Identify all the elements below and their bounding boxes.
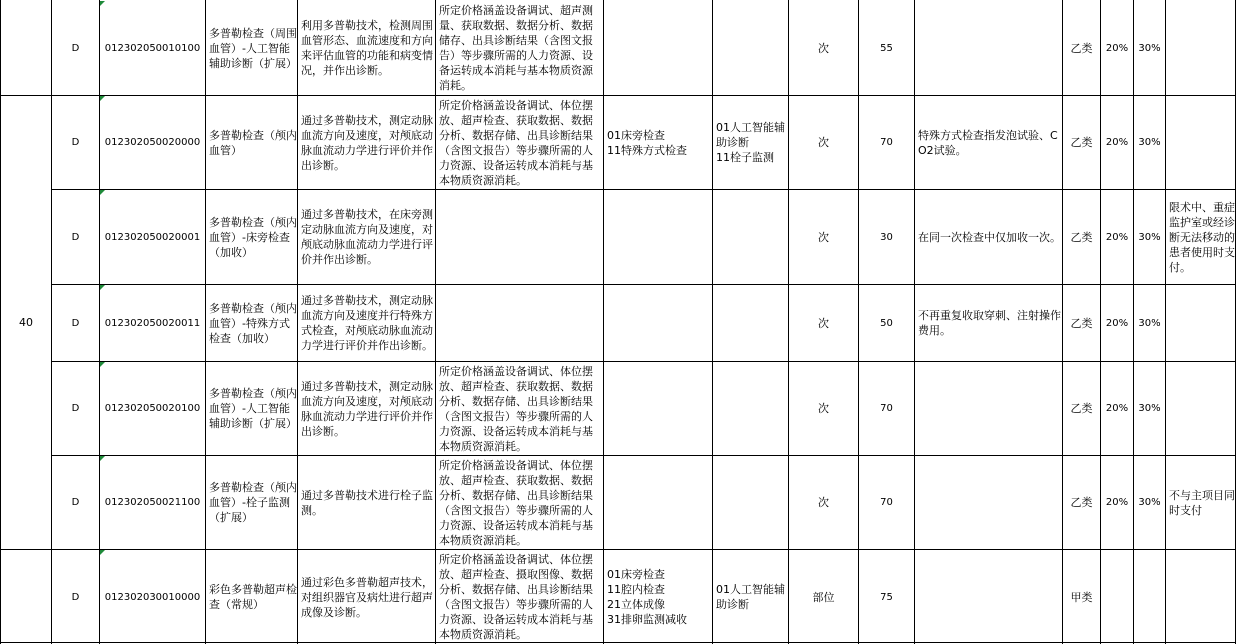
price-cell[interactable]: 70 bbox=[880, 497, 893, 508]
addon-items-cell[interactable]: 01床旁检查 11特殊方式检查 bbox=[607, 128, 687, 157]
insurance-class-cell[interactable]: 乙类 bbox=[1070, 316, 1093, 330]
ratio-2-cell[interactable]: 30% bbox=[1138, 231, 1161, 243]
item-description-cell[interactable]: 通过多普勒技术，测定动脉血流方向及速度，对颅底动脉血流动力学进行评价并作出诊断。 bbox=[301, 379, 433, 438]
extension-items-cell[interactable]: 01人工智能辅助诊断 bbox=[716, 583, 785, 611]
note-cell[interactable] bbox=[915, 1, 1062, 95]
ratio-2-cell[interactable]: 30% bbox=[1138, 42, 1161, 54]
item-description-cell[interactable]: 通过多普勒技术，在床旁测定动脉血流方向及速度，对颅底动脉血流动力学进行评价并作出诊断。 bbox=[301, 208, 433, 266]
extension-items-cell[interactable] bbox=[713, 362, 788, 455]
cell-flag-icon bbox=[100, 190, 105, 195]
ratio-2-cell[interactable]: 30% bbox=[1138, 317, 1161, 329]
note-cell[interactable] bbox=[915, 456, 1062, 549]
note-cell[interactable] bbox=[915, 362, 1062, 455]
item-name-cell[interactable]: 彩色多普勒超声检查（常规） bbox=[209, 583, 297, 611]
price-cell[interactable]: 75 bbox=[880, 591, 893, 603]
item-name-cell[interactable]: 多普勒检查（颅内血管）-床旁检查（加收） bbox=[209, 215, 297, 259]
insurance-class-cell[interactable]: 乙类 bbox=[1070, 41, 1093, 55]
unit-cell[interactable]: 次 bbox=[818, 136, 829, 149]
insurance-class-cell[interactable]: 乙类 bbox=[1070, 496, 1093, 509]
ratio-1-cell[interactable]: 20% bbox=[1105, 317, 1129, 329]
item-name-cell[interactable]: 多普勒检查（颅内血管） bbox=[209, 128, 297, 157]
item-description-cell[interactable]: 通过多普勒技术进行栓子监测。 bbox=[301, 488, 433, 517]
extension-items-cell[interactable] bbox=[713, 456, 788, 549]
ratio-2-cell[interactable]: 30% bbox=[1138, 403, 1161, 414]
ratio-2-cell[interactable] bbox=[1134, 550, 1165, 644]
insurance-class-cell[interactable]: 乙类 bbox=[1070, 136, 1093, 149]
category-cell[interactable]: D bbox=[71, 497, 80, 508]
item-name-cell[interactable]: 多普勒检查（颅内血管）-栓子监测（扩展） bbox=[209, 481, 297, 524]
remark-cell[interactable] bbox=[1166, 285, 1236, 361]
category-cell[interactable]: D bbox=[71, 403, 80, 414]
row-border bbox=[0, 549, 51, 550]
insurance-class-cell[interactable]: 乙类 bbox=[1070, 402, 1093, 415]
ratio-1-cell[interactable]: 20% bbox=[1105, 403, 1129, 414]
category-cell[interactable]: D bbox=[71, 317, 80, 329]
cell-flag-icon bbox=[100, 96, 105, 101]
category-cell[interactable]: D bbox=[71, 42, 80, 54]
item-code-cell[interactable]: 012302050020000 bbox=[104, 137, 201, 148]
remark-cell[interactable]: 限术中、重症监护室或经诊断无法移动的患者使用时支付。 bbox=[1169, 200, 1235, 274]
addon-items-cell[interactable] bbox=[604, 285, 712, 361]
price-content-cell[interactable]: 所定价格涵盖设备调试、体位摆放、超声检查、摄取图像、数据分析、数据存储、出具诊断结果（含图文报告）等步骤所需的人力资源、设备运转成本消耗与基本物质资源消耗。 bbox=[439, 553, 593, 641]
remark-cell[interactable] bbox=[1166, 96, 1236, 189]
item-code-cell[interactable]: 012302050020001 bbox=[104, 231, 201, 243]
price-cell[interactable]: 50 bbox=[880, 317, 893, 329]
ratio-1-cell[interactable]: 20% bbox=[1105, 497, 1129, 508]
price-content-cell[interactable]: 所定价格涵盖设备调试、体位摆放、超声检查、获取数据、数据分析、数据存储、出具诊断结果（含图文报告）等步骤所需的人力资源、设备运转成本消耗与基本物质资源消耗。 bbox=[439, 458, 593, 547]
insurance-class-cell[interactable]: 甲类 bbox=[1070, 590, 1093, 604]
ratio-1-cell[interactable]: 20% bbox=[1105, 231, 1129, 243]
insurance-class-cell[interactable]: 乙类 bbox=[1070, 230, 1093, 244]
remark-cell[interactable]: 不与主项目同时支付 bbox=[1169, 488, 1235, 517]
addon-items-cell[interactable] bbox=[604, 190, 712, 284]
item-description-cell[interactable]: 利用多普勒技术，检测周围血管形态、血流速度和方向来评估血管的功能和病变情况，并作出诊断。 bbox=[301, 19, 433, 77]
note-cell[interactable]: 在同一次检查中仅加收一次。 bbox=[918, 230, 1061, 244]
addon-items-cell[interactable]: 01床旁检查 11腔内检查 21立体成像 31排卵监测减收 bbox=[607, 568, 687, 626]
addon-items-cell[interactable] bbox=[604, 362, 712, 455]
remark-cell[interactable] bbox=[1166, 1, 1236, 95]
category-cell[interactable]: D bbox=[71, 231, 80, 243]
price-cell[interactable]: 70 bbox=[880, 403, 893, 414]
remark-cell[interactable] bbox=[1166, 550, 1236, 644]
item-name-cell[interactable]: 多普勒检查（周围血管）-人工智能辅助诊断（扩展） bbox=[209, 26, 297, 70]
item-code-cell[interactable]: 012302050020100 bbox=[104, 403, 201, 414]
cell-flag-icon bbox=[100, 285, 105, 290]
addon-items-cell[interactable] bbox=[604, 1, 712, 95]
unit-cell[interactable]: 次 bbox=[818, 402, 829, 415]
cell-flag-icon bbox=[100, 550, 105, 555]
item-description-cell[interactable]: 通过多普勒技术，测定动脉血流方向及速度并行特殊方式检查，对颅底动脉血流动力学进行评价并作出诊断。 bbox=[301, 294, 433, 352]
cell-flag-icon bbox=[100, 362, 105, 367]
price-content-cell[interactable]: 所定价格涵盖设备调试、体位摆放、超声检查、获取数据、数据分析、数据存储、出具诊断结果（含图文报告）等步骤所需的人力资源、设备运转成本消耗与基本物质资源消耗。 bbox=[439, 98, 593, 187]
item-name-cell[interactable]: 多普勒检查（颅内血管）-人工智能辅助诊断（扩展） bbox=[209, 387, 297, 430]
cell-flag-icon bbox=[100, 456, 105, 461]
ratio-1-cell[interactable]: 20% bbox=[1105, 137, 1129, 148]
price-cell[interactable]: 70 bbox=[880, 137, 893, 148]
item-description-cell[interactable]: 通过彩色多普勒超声技术，对组织器官及病灶进行超声成像及诊断。 bbox=[301, 575, 433, 619]
category-cell[interactable]: D bbox=[71, 591, 80, 603]
cell-flag-icon bbox=[100, 1, 105, 6]
item-code-cell[interactable]: 012302050021100 bbox=[104, 497, 201, 508]
price-cell[interactable]: 30 bbox=[880, 231, 893, 243]
ratio-2-cell[interactable]: 30% bbox=[1138, 137, 1161, 148]
price-content-cell[interactable] bbox=[436, 190, 603, 284]
ratio-2-cell[interactable]: 30% bbox=[1138, 497, 1161, 508]
note-cell[interactable] bbox=[915, 550, 1062, 644]
unit-cell[interactable]: 次 bbox=[818, 41, 829, 55]
extension-items-cell[interactable] bbox=[713, 1, 788, 95]
extension-items-cell[interactable] bbox=[713, 190, 788, 284]
item-description-cell[interactable]: 通过多普勒技术，测定动脉血流方向及速度，对颅底动脉血流动力学进行评价并作出诊断。 bbox=[301, 113, 433, 172]
price-content-cell[interactable]: 所定价格涵盖设备调试、体位摆放、超声检查、获取数据、数据分析、数据存储、出具诊断结果（含图文报告）等步骤所需的人力资源、设备运转成本消耗与基本物质资源消耗。 bbox=[439, 364, 593, 453]
price-content-cell[interactable]: 所定价格涵盖设备调试、超声测量、获取数据、数据分析、数据储存、出具诊断结果（含图文报告）等步骤所需的人力资源、设备运转成本消耗与基本物质资源消耗。 bbox=[439, 4, 593, 92]
category-cell[interactable]: D bbox=[71, 137, 80, 148]
extension-items-cell[interactable] bbox=[713, 285, 788, 361]
item-code-cell[interactable]: 012302030010000 bbox=[104, 591, 201, 603]
addon-items-cell[interactable] bbox=[604, 456, 712, 549]
remark-cell[interactable] bbox=[1166, 362, 1236, 455]
extension-items-cell[interactable]: 01人工智能辅助诊断 11栓子监测 bbox=[716, 121, 785, 164]
note-cell[interactable]: 特殊方式检查指发泡试验、CO2试验。 bbox=[918, 128, 1058, 157]
group-number-cell[interactable]: 40 bbox=[19, 316, 33, 329]
unit-cell[interactable]: 部位 bbox=[812, 590, 835, 604]
item-code-cell[interactable]: 012302050020011 bbox=[104, 317, 201, 329]
note-cell[interactable]: 不再重复收取穿刺、注射操作费用。 bbox=[918, 309, 1061, 337]
unit-cell[interactable]: 次 bbox=[818, 496, 829, 509]
unit-cell[interactable]: 次 bbox=[818, 230, 829, 244]
item-code-cell[interactable]: 012302050010100 bbox=[104, 42, 201, 54]
ratio-1-cell[interactable] bbox=[1101, 550, 1133, 644]
unit-cell[interactable]: 次 bbox=[818, 316, 829, 330]
price-cell[interactable]: 55 bbox=[880, 42, 893, 54]
ratio-1-cell[interactable]: 20% bbox=[1105, 42, 1129, 54]
price-content-cell[interactable] bbox=[436, 285, 603, 361]
item-name-cell[interactable]: 多普勒检查（颅内血管）-特殊方式检查（加收） bbox=[209, 301, 297, 345]
